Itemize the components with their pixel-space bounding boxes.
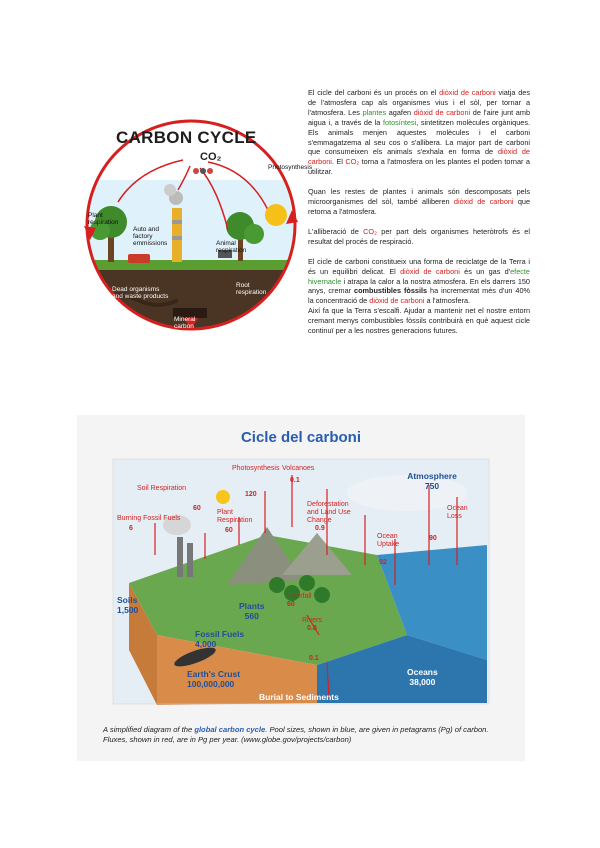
pool-value: 100,000,000 [187, 679, 235, 689]
flux-ocean-uptake: Ocean Uptake [377, 533, 400, 548]
flux-value: 6 [129, 525, 133, 532]
flux-value: 0.9 [315, 525, 325, 532]
pool-value: 750 [424, 481, 440, 491]
co2-label: CO₂ [200, 151, 222, 163]
caption-text: . Pool sizes, shown in blue, are given in petagrams (Pg) of carbon. Fluxes, shown in red, are in Pg per year. (www.globe.gov/projects/carbon) [103, 725, 489, 744]
pool-value: 4,000 [195, 639, 217, 649]
global-carbon-cycle-figure [77, 415, 525, 761]
flux-value: 90 [429, 535, 437, 542]
flux-value: 60 [225, 527, 233, 534]
flux-value: 60 [287, 601, 295, 608]
fossil-fuels-text: combustibles fòssils [354, 286, 428, 296]
flux-value: 120 [245, 491, 257, 498]
pool-name: Oceans [407, 667, 438, 677]
dead-organisms-label: Dead organisms and waste products [112, 286, 169, 300]
animal-respiration-label: Animal respiration [216, 240, 247, 254]
figure-title: Cicle del carboni [240, 429, 362, 446]
text-span: a l'atmosfera. [424, 296, 471, 306]
flux-value: 0.1 [290, 477, 300, 484]
paragraph-3 [308, 227, 530, 247]
paragraph-4 [308, 257, 530, 336]
pool-burial: Burial to Sediments [259, 692, 339, 702]
link-co2[interactable]: diòxid de carboni [400, 266, 460, 276]
mineral-carbon-label: Mineral carbon [174, 316, 196, 330]
plant-respiration-label: Plant respiration [88, 212, 119, 226]
flux-burial-value: 0.1 [309, 655, 319, 662]
flux-value: 0.8 [307, 625, 317, 632]
carbon-cycle-figure [78, 90, 313, 340]
text-span: L'alliberació de [308, 226, 364, 236]
pool-name: Soils [117, 595, 138, 605]
link-co2[interactable]: diòxid de carboni [308, 147, 530, 167]
link-greenhouse[interactable]: efecte hivernacle [308, 266, 530, 286]
caption-link[interactable]: global carbon cycle [194, 725, 266, 734]
pool-plants [239, 601, 265, 621]
text-span: Quan les restes de plantes i animals són descomposats pels microorganismes del sòl, també alliberen [308, 187, 530, 207]
link-co2[interactable]: diòxid de carboni [439, 88, 496, 97]
pool-soils [117, 595, 138, 615]
flux-soil-respiration: Soil Respiration [137, 485, 187, 492]
text-span: agafen [386, 107, 414, 117]
flux-rivers: Rivers [302, 617, 322, 624]
pool-name: Plants [239, 601, 265, 611]
flux-volcanoes: Volcanoes [282, 465, 315, 472]
link-co2[interactable]: diòxid de carboni [369, 296, 425, 306]
link-plants[interactable]: plantes [362, 107, 387, 117]
pool-oceans [407, 667, 438, 687]
text-span: per part dels organismes heteròtrofs és el resultat del procés de respiració. [308, 226, 530, 246]
flux-plant-respiration: Plant Respiration [217, 509, 253, 524]
text-column [308, 88, 530, 346]
flux-litterfall: Litterfall [287, 593, 312, 600]
text-span: El cicle de carboni constitueix una forma de reciclatge de la Terra i és un equilibri delicat. El [308, 256, 530, 276]
pool-value: 38,000 [409, 677, 436, 687]
auto-emissions-label: Auto and factory emmissions [133, 226, 168, 247]
text-span: ha incrementat més d'un 40% la concentració de [308, 286, 530, 306]
flux-value: 60 [193, 505, 201, 512]
pool-atmosphere [402, 471, 462, 491]
paragraph-1 [308, 88, 530, 177]
caption-text: A simplified diagram of the [103, 725, 195, 734]
link-photosynthesis[interactable]: fotosíntesi [382, 117, 417, 127]
text-span: torna a l'atmosfera on les plantes el poden tornar a utilitzar. [308, 157, 530, 177]
flux-deforestation: Deforestation and Land Use Change [307, 501, 351, 524]
text-span: Així fa que la Terra s'escalfi. Ajudar a mantenir net el nostre entorn cremant menys combustibles fòssils contribuirà en què aquest cicle continuï per a les nostres generacions futures. [308, 306, 530, 336]
text-span: de l'aire junt amb aigua i, a través de la [308, 107, 531, 127]
figure-caption [103, 725, 503, 745]
text-span: El cicle del carboni és un procés on el [308, 88, 440, 97]
text-span: . El [331, 157, 346, 167]
pool-name: Earth's Crust [187, 669, 241, 679]
pool-earths-crust [187, 669, 240, 689]
pool-name: Atmosphere [407, 471, 457, 481]
link-co2[interactable]: diòxid de carboni [453, 197, 514, 207]
link-co2-formula[interactable]: CO₂ [363, 226, 377, 236]
text-span: és un gas d' [459, 266, 511, 276]
text-span: que retorna a l'atmosfera. [308, 197, 531, 216]
flux-burning-fossil: Burning Fossil Fuels [117, 515, 181, 522]
text-span: i atrapa la calor a la nostra atmosfera. En els darrers 150 anys, cremar [308, 276, 530, 296]
text-span: viatja des de l'atmosfera cap als organismes vius i el sòl, per tornar a l'atmosfera. Les [308, 88, 530, 117]
figure-title: CARBON CYCLE [116, 128, 257, 147]
flux-photosynthesis: Photosynthesis [232, 465, 280, 472]
link-co2[interactable]: diòxid de carboni [413, 107, 471, 117]
pool-fossil-fuels [195, 629, 244, 649]
root-respiration-label: Root respiration [236, 282, 267, 296]
pool-value: 1,500 [117, 605, 139, 615]
pool-value: 560 [244, 611, 259, 621]
text-span: , sintetitzen molècules orgàniques. Els animals menjen aquestes molècules i el carboni s'emmagatzema al seu cos o s'allibera. La major part de carboni que consumeixen els animals s'exhala en forma de [308, 117, 530, 157]
flux-value: 92 [379, 559, 387, 566]
pool-name: Fossil Fuels [195, 629, 245, 639]
paragraph-2 [308, 187, 530, 217]
flux-ocean-loss: Ocean Loss [447, 505, 468, 520]
photosynthesis-label: Photosynthesis [268, 164, 313, 171]
link-co2-formula[interactable]: CO₂ [345, 157, 360, 167]
